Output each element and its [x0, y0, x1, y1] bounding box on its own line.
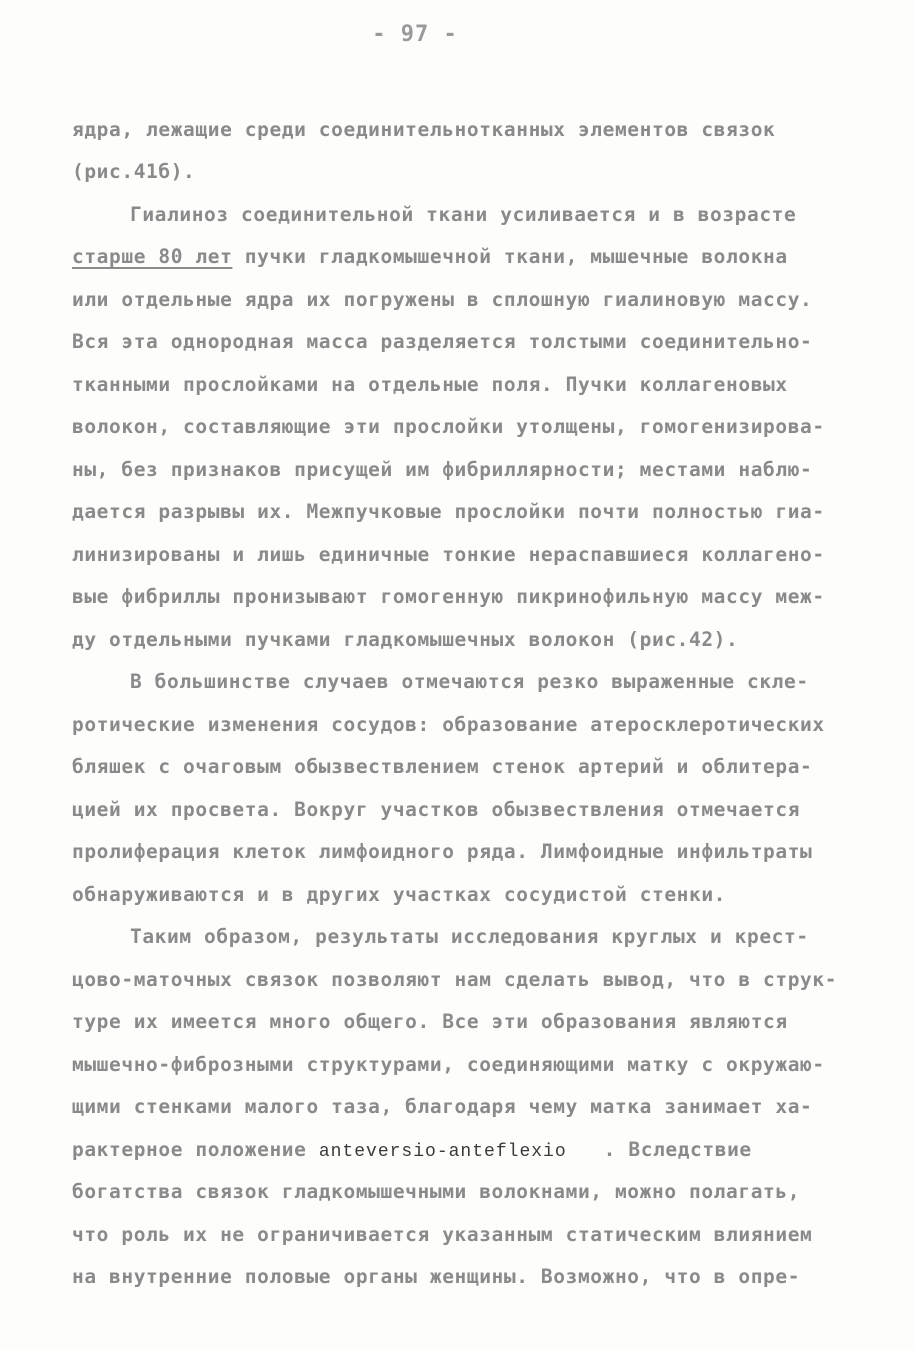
text-fragment: . Вследствие: [566, 1138, 752, 1161]
text-line: В большинстве случаев отмечаются резко выраженные скле-: [130, 670, 809, 693]
text-line: ду отдельными пучками гладкомышечных волокон (рис.42).: [72, 628, 739, 651]
text-line: цией их просвета. Вокруг участков обызвествления отмечается: [72, 798, 801, 821]
text-line: (рис.41б).: [72, 160, 196, 183]
text-line: Гиалиноз соединительной ткани усиливается и в возрасте: [130, 203, 797, 226]
text-line: тканными прослойками на отдельные поля. Пучки коллагеновых: [72, 373, 788, 396]
text-fragment: рактерное положение: [72, 1138, 319, 1161]
text-line: на внутренние половые органы женщины. Возможно, что в опре-: [72, 1265, 801, 1288]
text-line: [72, 245, 788, 269]
text-line: что роль их не ограничивается указанным статическим влиянием: [72, 1223, 813, 1246]
text-line: мышечно-фиброзными структурами, соединяющими матку с окружаю-: [72, 1053, 825, 1076]
text-line: обнаруживаются и в других участках сосудистой стенки.: [72, 883, 727, 906]
text-line: Вся эта однородная масса разделяется толстыми соединительно-: [72, 330, 813, 353]
text-line: или отдельные ядра их погружены в сплошную гиалиновую массу.: [72, 288, 813, 311]
text-line: бляшек с очаговым обызвествлением стенок артерий и облитера-: [72, 755, 813, 778]
text-line: щими стенками малого таза, благодаря чему матка занимает ха-: [72, 1095, 813, 1118]
latin-term: anteversio-anteflexio: [318, 1142, 567, 1162]
text-line: ны, без признаков присущей им фибриллярности; местами наблю-: [72, 458, 813, 481]
text-line: цово-маточных связок позволяют нам сделать вывод, что в струк-: [72, 968, 838, 991]
underlined-phrase: старше 80 лет: [72, 245, 233, 268]
text-line: ядра, лежащие среди соединительнотканных элементов связок: [72, 118, 776, 141]
text-line: дается разрывы их. Межпучковые прослойки почти полностью гиа-: [72, 500, 825, 523]
text-line: вые фибриллы пронизывают гомогенную пикринофильную массу меж-: [72, 585, 825, 608]
text-line: линизированы и лишь единичные тонкие нераспавшиеся коллагено-: [72, 543, 825, 566]
page-number: - 97 -: [372, 22, 458, 47]
text-fragment: пучки гладкомышечной ткани, мышечные волокна: [232, 245, 788, 268]
text-line: туре их имеется много общего. Все эти образования являются: [72, 1010, 788, 1033]
text-line: пролиферация клеток лимфоидного ряда. Лимфоидные инфильтраты: [72, 840, 813, 863]
text-line: волокон, составляющие эти прослойки утолщены, гомогенизирова-: [72, 415, 825, 438]
text-line: [72, 1138, 752, 1164]
text-line: Таким образом, результаты исследования круглых и крест-: [130, 925, 809, 948]
text-line: ротические изменения сосудов: образование атеросклеротических: [72, 713, 825, 736]
text-line: богатства связок гладкомышечными волокнами, можно полагать,: [72, 1180, 801, 1203]
